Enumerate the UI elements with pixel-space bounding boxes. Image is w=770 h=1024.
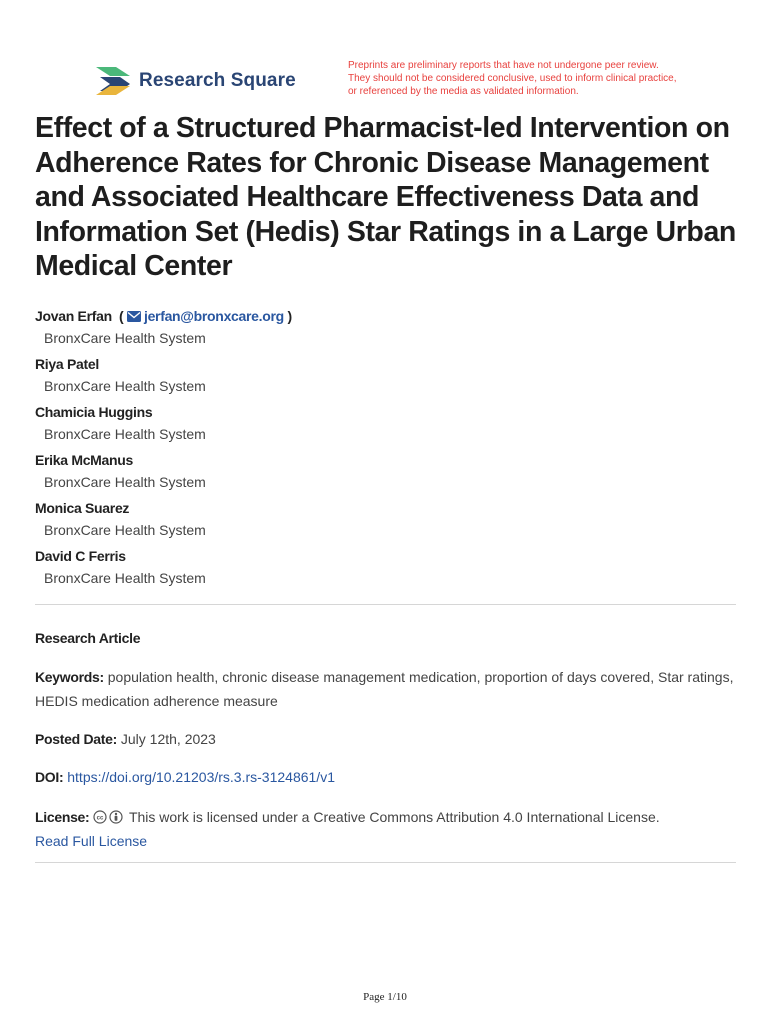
author-name: Chamicia Huggins [35,404,153,420]
doi-link[interactable]: https://doi.org/10.21203/rs.3.rs-3124861/v1 [67,769,335,785]
research-square-logo[interactable] [94,64,296,98]
author-name: David C Ferris [35,548,126,564]
read-full-license-link[interactable]: Read Full License [35,832,148,849]
paper-title: Effect of a Structured Pharmacist-led Intervention on Adherence Rates for Chronic Disease Management and Associated Healthcare Effectiveness Data and Information Set (Hedis) Star Ratings in a Large Urban Medical Center [35,112,736,282]
divider [35,604,736,605]
envelope-icon [127,311,141,322]
license [35,806,735,853]
doi-label: DOI: [35,769,64,785]
divider [35,862,736,863]
author-affiliation: BronxCare Health System [44,330,206,346]
author-entry [35,449,735,493]
license-text: This work is licensed under a Creative Commons Attribution 4.0 International License. [128,809,660,825]
author-entry [35,545,735,589]
header [0,0,770,110]
svg-text:cc: cc [96,815,104,822]
author-email: jerfan@bronxcare.org [143,308,284,324]
author-entry [35,353,735,397]
author-entry [35,497,735,541]
posted-date [35,728,735,752]
article-type [35,627,735,651]
page-number: Page 1/10 [363,991,407,1003]
author-affiliation: BronxCare Health System [44,474,206,490]
author-list [35,305,735,593]
notice-line: Preprints are preliminary reports that have not undergone peer review. [348,60,659,71]
author-email-link[interactable] [127,308,284,324]
author-affiliation: BronxCare Health System [44,426,206,442]
notice-line: They should not be considered conclusive, used to inform clinical practice, [348,73,677,84]
keywords-value: population health, chronic disease management medication, proportion of days covered, Star ratings, HEDIS medication adherence measure [35,669,734,709]
posted-date-value: July 12th, 2023 [120,731,216,747]
author-name: Riya Patel [35,356,99,372]
author-affiliation: BronxCare Health System [44,378,206,394]
author-entry: Jovan Erfan ( jerfan@bronxcare.org ) BronxCare Health System [35,305,735,349]
posted-date-label: Posted Date: [35,731,117,747]
notice-line: or referenced by the media as validated information. [348,86,579,97]
keywords-label: Keywords: [35,669,104,685]
author-affiliation: BronxCare Health System [44,522,206,538]
article-type-label: Research Article [35,630,141,646]
keywords [35,666,735,713]
author-affiliation: BronxCare Health System [44,570,206,586]
author-name: Jovan Erfan [35,308,112,324]
author-entry [35,401,735,445]
logo-icon [94,65,132,97]
cc-icon [93,810,107,824]
doi [35,766,735,790]
preprint-notice [348,59,708,98]
logo-text: Research Square [139,70,296,91]
author-name: Erika McManus [35,452,134,468]
by-icon [109,810,123,824]
author-name: Monica Suarez [35,500,130,516]
license-label: License: [35,809,90,825]
